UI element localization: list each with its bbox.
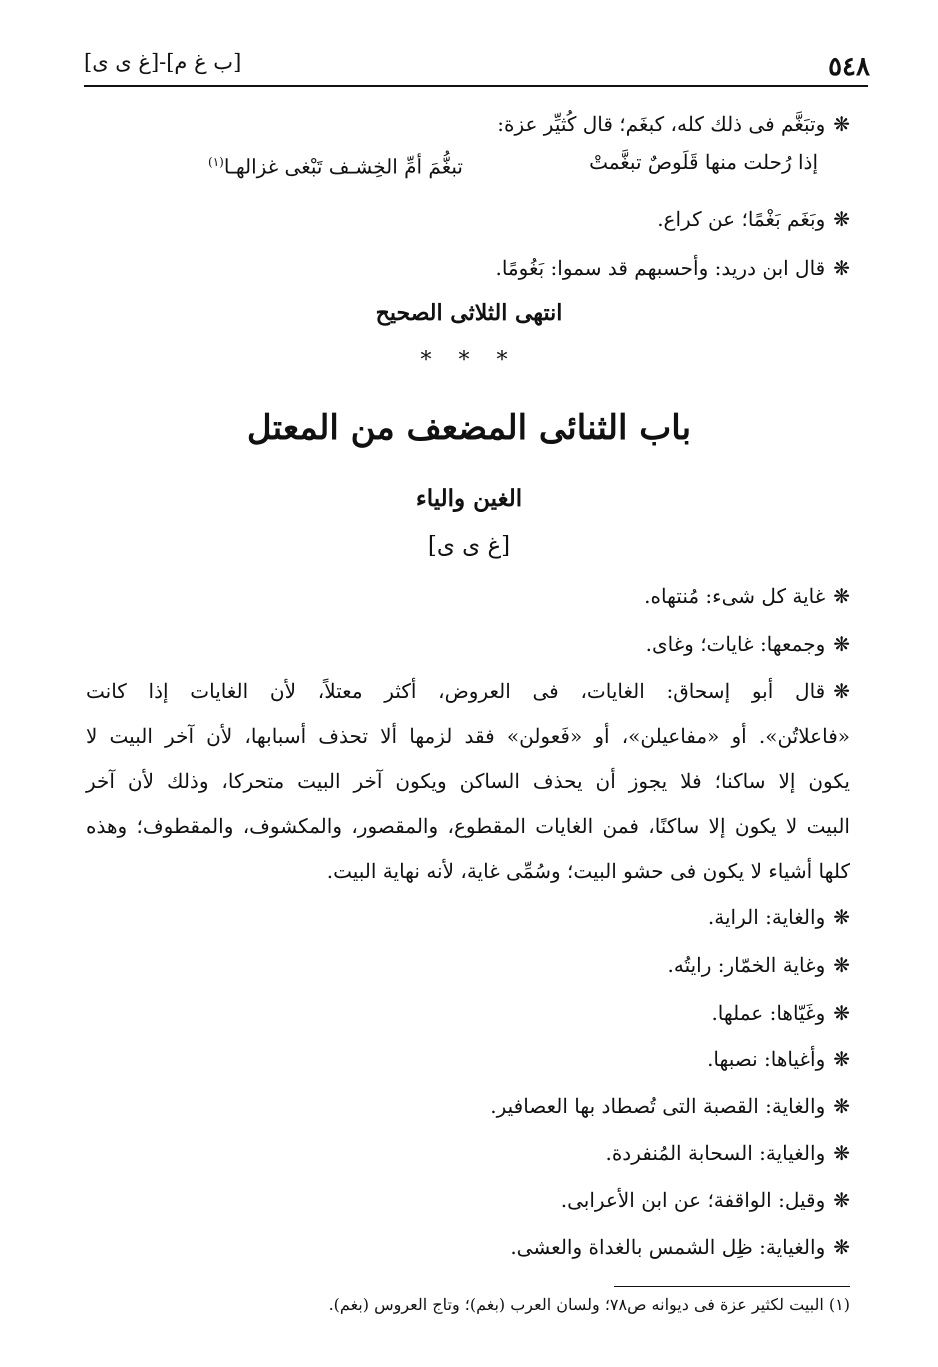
footnote: (١) البيت لكثير عزة فى ديوانه ص٧٨؛ ولسان العرب (بغم)؛ وتاج العروس (بغم).: [328, 1295, 850, 1314]
entry-text: وجمعها: غايات؛ وغاى.: [645, 632, 826, 656]
paragraph-line: البيت لا يكون إلا ساكنًا، فمن الغايات المقطوع، والمقصور، والمكشوف، والمقطوف؛ وهذه: [86, 814, 850, 838]
entry-marker: ❋: [833, 953, 850, 977]
entry-marker: ❋: [833, 905, 850, 929]
entry-marker: ❋: [833, 1001, 850, 1025]
entry-line: [657, 205, 850, 233]
separator: * * *: [420, 348, 518, 373]
entry-line: ❋وقيل: الواقفة؛ عن ابن الأعرابى.: [560, 1188, 850, 1212]
entry-line: ❋وأغياها: نصبها.: [707, 1047, 850, 1071]
entry-line: ❋وغاية الخمّار: رايتُه.: [667, 953, 850, 977]
footnote-marker: (١): [208, 155, 224, 169]
entry-marker: ❋: [833, 1188, 850, 1212]
running-head-roots: [ب غ م]-[غ ى ى]: [84, 50, 242, 74]
paragraph-line: كلها أشياء لا يكون فى حشو البيت؛ وسُمِّى غاية، لأنه نهاية البيت.: [326, 859, 850, 883]
entry-line: [646, 630, 850, 658]
paragraph-line: يكون إلا ساكنا؛ فلا يجوز أن يحذف الساكن ويكون آخر البيت متحركا، وذلك لأن آخر: [86, 769, 850, 793]
entry-line: ❋وغَيّاها: عملها.: [711, 1001, 850, 1025]
entry-line: [495, 254, 850, 282]
entry-text: قال ابن دريد: وأحسبهم قد سموا: بَغُومًا.: [495, 256, 826, 280]
verse-hemistich-2: تبغُّمَ أمِّ الخِشـف تَبْغى غزالهـا$^{(١)}$: [208, 154, 463, 179]
entry-line: [644, 582, 850, 610]
entry-marker: ❋: [833, 632, 850, 656]
entry-marker: ❋: [833, 256, 850, 280]
entry-marker: ❋: [833, 679, 850, 703]
entry-text: وتبَغَّم فى ذلك كله، كبغَم؛ قال كُثيِّر عزة:: [497, 112, 826, 136]
section-title: الغين والياء: [415, 485, 523, 512]
page-number: ٥٤٨: [828, 52, 870, 82]
section-end-heading: انتهى الثلاثى الصحيح: [375, 300, 563, 326]
verse-hemistich-1: إذا رُحلت منها قَلَوصٌ تبغَّمتْ: [589, 150, 818, 174]
header-rule: [84, 85, 868, 87]
footnote-rule: [614, 1286, 850, 1287]
entry-marker: ❋: [833, 584, 850, 608]
chapter-title: باب الثنائى المضعف من المعتل: [246, 408, 692, 448]
entry-marker: ❋: [833, 1235, 850, 1259]
root-heading: [غ ى ى]: [427, 533, 511, 559]
paragraph-line: «فاعلاتُن». أو «مفاعيلن»، أو «فَعولن» فقد لزمها ألا تحذف أسبابها، لأن آخر البيت لا: [86, 724, 850, 748]
entry-line: ❋والغياية: السحابة المُنفردة.: [605, 1141, 850, 1165]
entry-marker: ❋: [833, 1094, 850, 1118]
entry-text: وبَغَم بَغْمًا؛ عن كراع.: [657, 207, 826, 231]
entry-line: [497, 110, 850, 138]
entry-marker: ❋: [833, 1047, 850, 1071]
entry-line: ❋والغاية: الراية.: [707, 905, 850, 929]
entry-line: ❋والغاية: القصبة التى تُصطاد بها العصافير.: [490, 1094, 850, 1118]
entry-line: ❋والغياية: ظِل الشمس بالغداة والعشى.: [510, 1235, 850, 1259]
entry-marker: ❋: [833, 112, 850, 136]
entry-text: غاية كل شىء: مُنتهاه.: [644, 584, 826, 608]
entry-marker: ❋: [833, 1141, 850, 1165]
paragraph-line: ❋قال أبو إسحاق: الغايات، فى العروض، أكثر معتلاً، لأن الغايات إذا كانت: [86, 679, 850, 703]
entry-marker: ❋: [833, 207, 850, 231]
